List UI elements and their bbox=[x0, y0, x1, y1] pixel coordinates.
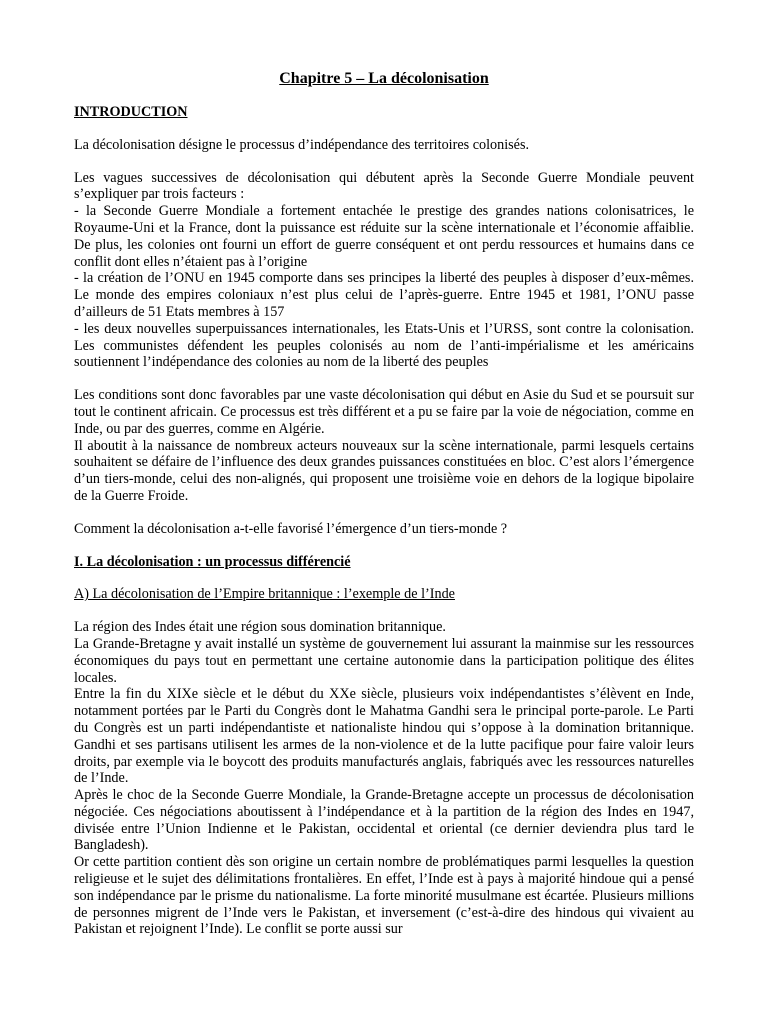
factors-lead-paragraph: Les vagues successives de décolonisation qui débutent après la Seconde Guerre Mondiale peuvent s’expliquer par trois facteurs : bbox=[74, 169, 694, 203]
section-1-heading: I. La décolonisation : un processus différencié bbox=[74, 553, 351, 570]
india-paragraph-1: La région des Indes était une région sous domination britannique. bbox=[74, 619, 446, 636]
factor-3-paragraph: - les deux nouvelles superpuissances internationales, les Etats-Unis et l’URSS, sont contre la colonisation. Les communistes défendent les peuples colonisés au nom de l’anti-impérialisme et les américains soutiennent l’indépendance des colonies au nom de la liberté des peuples bbox=[74, 320, 694, 371]
definition-paragraph: La décolonisation désigne le processus d’indépendance des territoires colonisés. bbox=[74, 136, 530, 153]
india-paragraph-3: Entre la fin du XIXe siècle et le début du XXe siècle, plusieurs voix indépendantistes s’élèvent en Inde, notamment portées par le Parti du Congrès dont le Mahatma Gandhi sera le principal porte-parole. Le Parti du Congrès est un parti indépendantiste et nationaliste hindou qui s’oppose à la domination britannique. Gandhi et ses partisans utilisent les armes de la non-violence et de la lutte pacifique pour faire valoir leurs droits, par exemple via le boycott des produits manufacturés anglais, fabriqués avec les ressources naturelles de l’Inde. bbox=[74, 686, 694, 787]
introduction-heading: INTRODUCTION bbox=[74, 104, 188, 120]
problem-question: Comment la décolonisation a-t-elle favorisé l’émergence d’un tiers-monde ? bbox=[74, 520, 508, 537]
factor-2-paragraph: - la création de l’ONU en 1945 comporte dans ses principes la liberté des peuples à disposer d’eux-mêmes. Le monde des empires coloniaux n’est plus celui de l’après-guerre. Entre 1945 et 1981, l’ONU passe d’ailleurs de 51 Etats membres à 157 bbox=[74, 270, 694, 320]
section-1a-subheading: A) La décolonisation de l’Empire britannique : l’exemple de l’Inde bbox=[74, 586, 455, 603]
india-paragraph-4: Après le choc de la Seconde Guerre Mondiale, la Grande-Bretagne accepte un processus de décolonisation négociée. Ces négociations aboutissent à l’indépendance et à la partition de la région des Indes en 1947, divisée entre l’Union Indienne et le Pakistan, occidental et oriental (ce dernier deviendra plus tard le Bangladesh). bbox=[74, 787, 694, 854]
conditions-paragraph: Les conditions sont donc favorables par une vaste décolonisation qui début en Asie du Sud et se poursuit sur tout le continent africain. Ce processus est très différent et a pu se faire par la voie de négociation, comme en Inde, ou par des guerres, comme en Algérie. bbox=[74, 387, 694, 437]
india-paragraph-5: Or cette partition contient dès son origine un certain nombre de problématiques parmi lesquelles la question religieuse et le sujet des délimitations frontalières. En effet, l’Inde est à pays à majorité hindoue qui a pensé son indépendance par le prisme du nationalisme. La forte minorité musulmane est écartée. Plusieurs millions de personnes migrent de l’Inde vers le Pakistan, et inversement (c’est-à-dire des hindous qui vivaient au Pakistan et rejoignent l’Inde). Le conflit se porte aussi sur bbox=[74, 854, 694, 938]
actors-paragraph: Il aboutit à la naissance de nombreux acteurs nouveaux sur la scène internationale, parmi lesquels certains souhaitent se défaire de l’influence des deux grandes puissances constituées en bloc. C’est alors l’émergence d’un tiers-monde, celui des non-alignés, qui proposent une troisième voie en dehors de la logique bipolaire de la Guerre Froide. bbox=[74, 437, 694, 504]
factor-1-paragraph: - la Seconde Guerre Mondiale a fortement entachée le prestige des grandes nations colonisatrices, le Royaume-Uni et la France, dont la puissance est réduite sur la scène internationale et l’économie affaiblie. De plus, les colonies ont fourni un effort de guerre conséquent et ont perdu ressources et humains dans ce conflit dont elles n’étaient pas à l’origine bbox=[74, 203, 694, 270]
document-title: Chapitre 5 – La décolonisation bbox=[279, 70, 489, 87]
india-paragraph-2: La Grande-Bretagne y avait installé un système de gouvernement lui assurant la mainmise sur les ressources économiques du pays tout en permettant une certaine autonomie dans la participation politique des élites locales. bbox=[74, 635, 694, 686]
